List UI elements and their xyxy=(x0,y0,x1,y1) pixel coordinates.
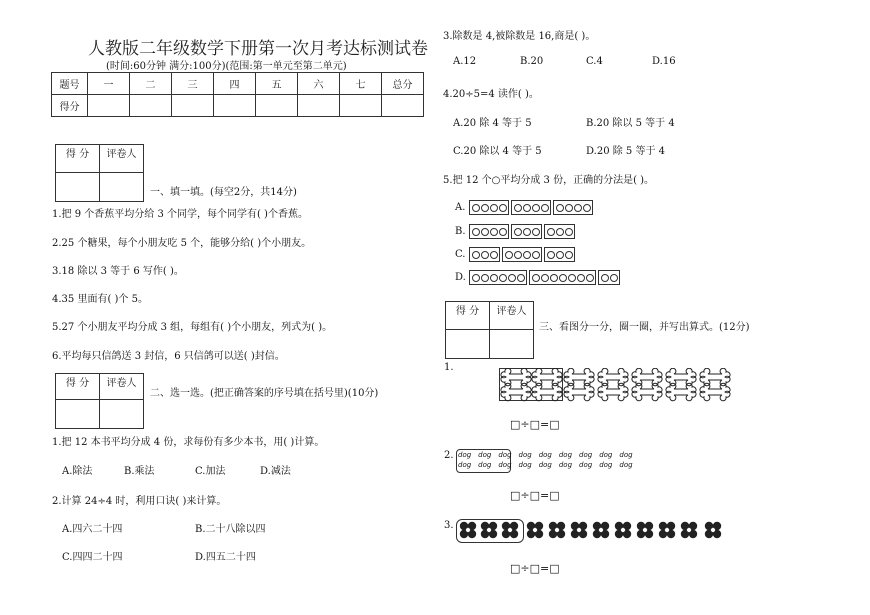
section-1-title: 一、填一填。(每空2分，共14分) xyxy=(150,187,297,198)
item-2-label: 2. xyxy=(444,450,454,461)
item-1-label: 1. xyxy=(444,362,454,373)
score-cell: 二 xyxy=(130,73,172,95)
question-1-6: 6.平均每只信鸽送 3 封信，6 只信鸽可以送( )封信。 xyxy=(52,351,285,362)
score-input-cell[interactable] xyxy=(298,95,340,117)
option-d[interactable]: D. xyxy=(455,272,466,283)
option-b[interactable]: B.20 xyxy=(520,56,544,67)
item-3-label: 3. xyxy=(444,520,454,531)
option-b[interactable]: B.乘法 xyxy=(124,466,155,477)
ring-group xyxy=(469,247,500,262)
dog-pattern-row: dog dog dog dog dog dog dog dog dog xyxy=(458,451,633,459)
score-input-cell[interactable] xyxy=(130,95,172,117)
bone-row-icon xyxy=(500,368,740,402)
ring-group xyxy=(553,200,593,215)
score-input-cell[interactable] xyxy=(172,95,214,117)
option-a[interactable]: A.12 xyxy=(453,56,477,67)
question-1-2: 2.25 个糖果，每个小朋友吃 5 个，能够分给( )个小朋友。 xyxy=(52,238,312,249)
grader-reviewer-label: 评卷人 xyxy=(100,145,144,173)
option-c[interactable]: C.四四二十四 xyxy=(62,552,123,563)
option-c[interactable]: C.4 xyxy=(586,56,603,67)
score-input-cell[interactable] xyxy=(256,95,298,117)
ring-group xyxy=(544,247,575,262)
question-1-3: 3.18 除以 3 等于 6 写作( )。 xyxy=(52,266,184,277)
score-table-score-row xyxy=(52,95,424,117)
grader-reviewer-label: 评卷人 xyxy=(100,374,144,400)
equation-1[interactable]: □÷□=□ xyxy=(510,418,560,431)
score-input-cell[interactable] xyxy=(88,95,130,117)
ring-group xyxy=(502,247,542,262)
ring-group xyxy=(469,200,509,215)
question-2-1: 1.把 12 本书平均分成 4 份，求每份有多少本书，用( )计算。 xyxy=(52,437,325,448)
ring-diagram-b xyxy=(469,224,577,239)
ring-group xyxy=(511,224,542,239)
dog-pattern-grid xyxy=(458,450,640,470)
grader-score-cell[interactable] xyxy=(56,173,100,202)
grader-score-cell[interactable] xyxy=(446,330,490,359)
grader-reviewer-cell[interactable] xyxy=(100,400,144,429)
option-d[interactable]: D.减法 xyxy=(260,466,291,477)
grader-box xyxy=(445,301,534,359)
option-c[interactable]: C.加法 xyxy=(195,466,226,477)
ring-group xyxy=(529,270,596,285)
score-cell: 七 xyxy=(340,73,382,95)
clover-row-icon xyxy=(458,521,728,541)
ring-diagram-a xyxy=(469,200,595,215)
grader-box xyxy=(55,144,144,202)
equation-2[interactable]: □÷□=□ xyxy=(510,489,560,502)
option-a[interactable]: A.四六二十四 xyxy=(62,524,123,535)
dog-pattern-row: dog dog dog dog dog dog dog dog dog xyxy=(458,461,633,469)
score-table-header-row xyxy=(52,73,424,95)
grader-reviewer-cell[interactable] xyxy=(490,330,534,359)
option-a[interactable]: A.20 除 4 等于 5 xyxy=(453,118,532,129)
option-b[interactable]: B. xyxy=(455,226,466,237)
ring-diagram-d xyxy=(469,270,622,285)
score-input-cell[interactable] xyxy=(340,95,382,117)
grader-score-label: 得 分 xyxy=(56,374,100,400)
option-a[interactable]: A. xyxy=(455,202,466,213)
option-d[interactable]: D.16 xyxy=(652,56,676,67)
option-a[interactable]: A.除法 xyxy=(62,466,93,477)
score-row-label: 得分 xyxy=(52,95,88,117)
grader-score-label: 得 分 xyxy=(56,145,100,173)
section-3-title: 三、看图分一分，圈一圈，并写出算式。(12分) xyxy=(539,322,750,333)
question-1-4: 4.35 里面有( )个 5。 xyxy=(52,294,148,305)
ring-group xyxy=(544,224,575,239)
score-cell: 总分 xyxy=(382,73,424,95)
page-title: 人教版二年级数学下册第一次月考达标测试卷 xyxy=(88,39,428,59)
score-cell: 三 xyxy=(172,73,214,95)
question-1-5: 5.27 个小朋友平均分成 3 组，每组有( )个小朋友，列式为( )。 xyxy=(52,322,333,333)
question-2-5: 5.把 12 个○平均分成 3 份，正确的分法是( )。 xyxy=(443,175,655,186)
option-b[interactable]: B.20 除以 5 等于 4 xyxy=(586,118,675,129)
equation-3[interactable]: □÷□=□ xyxy=(510,562,560,575)
score-cell: 一 xyxy=(88,73,130,95)
score-cell: 五 xyxy=(256,73,298,95)
grader-score-label: 得 分 xyxy=(446,302,490,330)
option-c[interactable]: C. xyxy=(455,249,466,260)
grader-score-cell[interactable] xyxy=(56,400,100,429)
option-c[interactable]: C.20 除以 4 等于 5 xyxy=(453,146,542,157)
question-2-2: 2.计算 24÷4 时，利用口诀( )来计算。 xyxy=(52,496,227,507)
option-d[interactable]: D.20 除 5 等于 4 xyxy=(586,146,666,157)
grader-reviewer-label: 评卷人 xyxy=(490,302,534,330)
ring-group xyxy=(598,270,620,285)
question-1-1: 1.把 9 个香蕉平均分给 3 个同学，每个同学有( )个香蕉。 xyxy=(52,209,308,220)
grader-box xyxy=(55,373,144,429)
question-2-4: 4.20÷5=4 读作( )。 xyxy=(443,89,539,100)
score-cell: 四 xyxy=(214,73,256,95)
score-cell: 题号 xyxy=(52,73,88,95)
option-d[interactable]: D.四五二十四 xyxy=(195,552,256,563)
score-input-cell[interactable] xyxy=(214,95,256,117)
ring-group xyxy=(469,224,509,239)
score-input-cell[interactable] xyxy=(382,95,424,117)
question-2-3: 3.除数是 4,被除数是 16,商是( )。 xyxy=(443,31,596,42)
section-2-title: 二、选一选。(把正确答案的序号填在括号里)(10分) xyxy=(150,388,379,399)
ring-diagram-c xyxy=(469,247,577,262)
ring-group xyxy=(511,200,551,215)
ring-group xyxy=(469,270,527,285)
page-subtitle: (时间:60分钟 满分:100分)(范围:第一单元至第二单元) xyxy=(106,61,347,72)
score-table xyxy=(51,72,424,117)
option-b[interactable]: B.二十八除以四 xyxy=(195,524,266,535)
score-cell: 六 xyxy=(298,73,340,95)
grader-reviewer-cell[interactable] xyxy=(100,173,144,202)
